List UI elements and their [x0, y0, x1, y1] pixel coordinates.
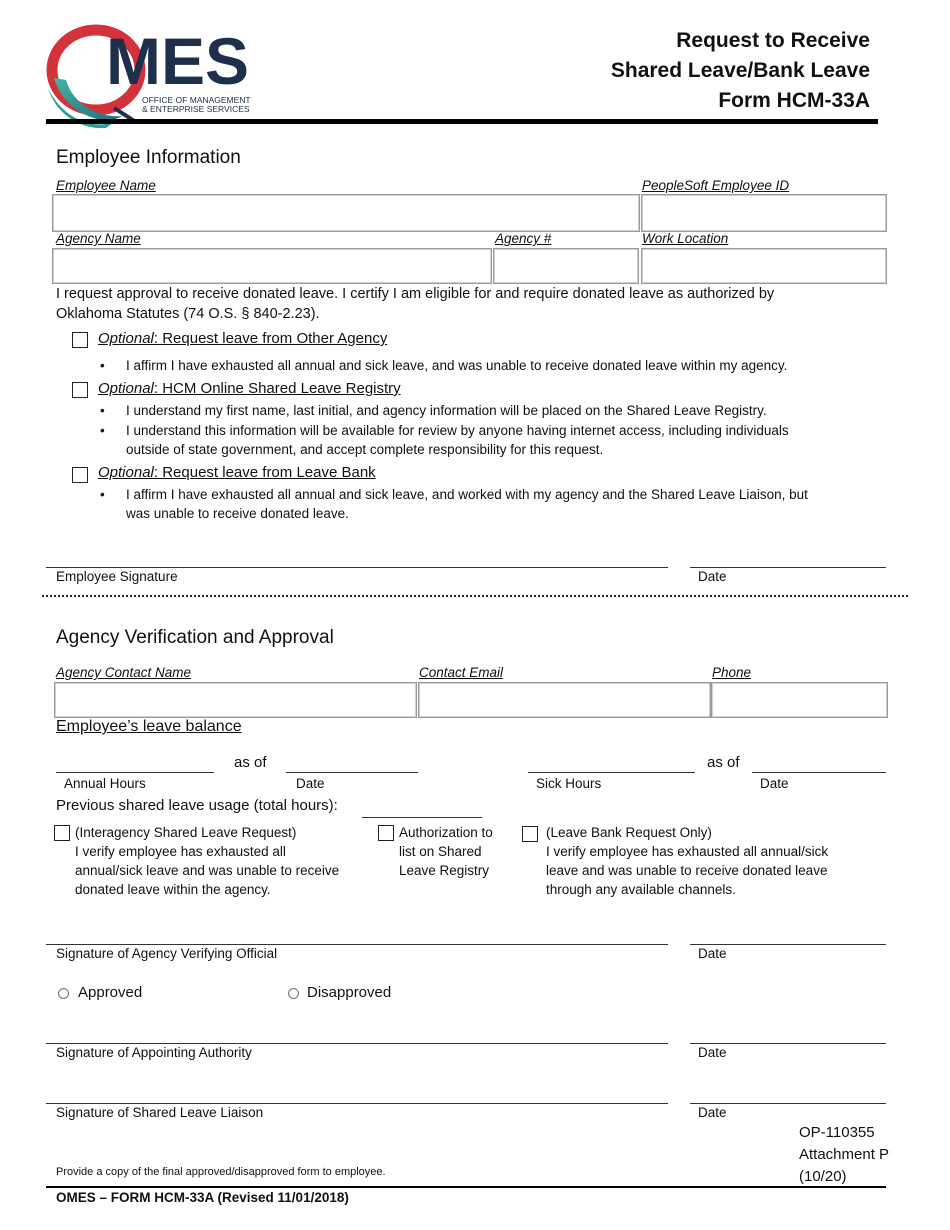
- other-agency-option: [98, 330, 387, 347]
- agency-name-label: Agency Name: [56, 231, 141, 246]
- reference-number: OP-110355: [799, 1124, 875, 1141]
- form-title: [611, 26, 870, 116]
- bullet-dot: •: [100, 358, 105, 373]
- disapproved-radio[interactable]: [288, 988, 299, 999]
- leave-bank-checkbox[interactable]: [72, 467, 88, 483]
- eligibility-statement: [56, 284, 896, 324]
- registry-bullet-2: [100, 421, 886, 459]
- contact-email-label: Contact Email: [419, 665, 504, 680]
- agency-number-label: Agency #: [495, 231, 552, 246]
- registry-authorization-text: [399, 823, 493, 880]
- registry-checkbox[interactable]: [72, 382, 88, 398]
- eligibility-statement-line-1: I request approval to receive donated leave. I certify I am eligible for and require donated leave as authorized by: [56, 286, 775, 302]
- verifying-signature-line[interactable]: [46, 944, 668, 945]
- sick-hours-label: Sick Hours: [536, 776, 602, 791]
- leave-bank-only-checkbox[interactable]: [522, 826, 538, 842]
- approved-radio[interactable]: [58, 988, 69, 999]
- employee-name-label: Employee Name: [56, 178, 156, 193]
- other-agency-option-label: : Request leave from Other Agency: [153, 330, 388, 347]
- interagency-text-line: (Interagency Shared Leave Request): [75, 825, 297, 840]
- interagency-text: [75, 823, 339, 899]
- form-title-line-3: Form HCM-33A: [718, 89, 870, 112]
- disapproved-label: Disapproved: [307, 984, 392, 1001]
- agency-contact-label: Agency Contact Name: [56, 665, 192, 680]
- svg-text:MES: MES: [106, 24, 250, 98]
- verifying-signature-label: Signature of Agency Verifying Official: [56, 946, 278, 961]
- approved-label: Approved: [78, 984, 143, 1001]
- sick-as-of: as of: [707, 754, 740, 771]
- appointing-signature-label: Signature of Appointing Authority: [56, 1045, 252, 1060]
- leave-bank-option: [98, 464, 376, 481]
- annual-hours-label: Annual Hours: [64, 776, 146, 791]
- employee-signature-line[interactable]: [46, 567, 668, 568]
- svg-text:OFFICE OF MANAGEMENT: OFFICE OF MANAGEMENT: [142, 95, 251, 105]
- registry-option-label: : HCM Online Shared Leave Registry: [153, 380, 401, 397]
- agency-contact-field[interactable]: [54, 682, 417, 718]
- leave-balance-title: Employee’s leave balance: [56, 718, 242, 735]
- liaison-signature-label: Signature of Shared Leave Liaison: [56, 1105, 264, 1120]
- registry-authorization-checkbox[interactable]: [378, 825, 394, 841]
- employee-id-label: PeopleSoft Employee ID: [642, 178, 790, 193]
- leave-bank-only-line: leave and was unable to receive donated leave: [546, 863, 828, 878]
- registry-bullet-1: [100, 401, 886, 420]
- optional-label: Optional: [98, 380, 154, 397]
- phone-field[interactable]: [711, 682, 888, 718]
- employee-name-field[interactable]: [52, 194, 640, 232]
- leave-bank-only-text: [546, 823, 828, 899]
- appointing-signature-line[interactable]: [46, 1043, 668, 1044]
- registry-option: [98, 380, 401, 397]
- other-agency-checkbox[interactable]: [72, 332, 88, 348]
- interagency-text-line: I verify employee has exhausted all: [75, 844, 286, 859]
- sick-hours-line[interactable]: [528, 772, 695, 773]
- employee-section-title: Employee Information: [56, 147, 241, 168]
- registry-authorization-line: Leave Registry: [399, 863, 490, 878]
- other-agency-bullet: [100, 356, 886, 375]
- employee-date-line[interactable]: [690, 567, 886, 568]
- liaison-date-line[interactable]: [690, 1103, 886, 1104]
- annual-date-line[interactable]: [286, 772, 418, 773]
- registry-authorization-line: list on Shared: [399, 844, 482, 859]
- leave-bank-bullet: [100, 485, 886, 523]
- agency-name-field[interactable]: [52, 248, 492, 284]
- verifying-date-line[interactable]: [690, 944, 886, 945]
- liaison-signature-line[interactable]: [46, 1103, 668, 1104]
- appointing-date-label: Date: [698, 1045, 727, 1060]
- bullet-text: I understand my first name, last initial, and agency information will be placed on the Shared Leave Registry.: [126, 403, 767, 418]
- contact-email-field[interactable]: [418, 682, 711, 718]
- employee-date-label: Date: [698, 569, 727, 584]
- previous-usage-label: Previous shared leave usage (total hours):: [56, 797, 338, 814]
- annual-date-label: Date: [296, 776, 325, 791]
- appointing-date-line[interactable]: [690, 1043, 886, 1044]
- bullet-text: was unable to receive donated leave.: [126, 506, 349, 521]
- leave-bank-only-line: I verify employee has exhausted all annual/sick: [546, 844, 829, 859]
- svg-text:& ENTERPRISE SERVICES: & ENTERPRISE SERVICES: [142, 104, 250, 114]
- revision-date: (10/20): [799, 1168, 847, 1185]
- annual-as-of: as of: [234, 754, 267, 771]
- verifying-date-label: Date: [698, 946, 727, 961]
- bullet-text: I affirm I have exhausted all annual and sick leave, and worked with my agency and the Shared Leave Liaison, but: [126, 487, 808, 502]
- optional-label: Optional: [98, 464, 154, 481]
- liaison-date-label: Date: [698, 1105, 727, 1120]
- bullet-text: I understand this information will be available for review by anyone having internet access, including individuals: [126, 423, 789, 438]
- header-rule: [46, 119, 878, 124]
- interagency-text-line: donated leave within the agency.: [75, 882, 271, 897]
- copy-note: Provide a copy of the final approved/disapproved form to employee.: [56, 1166, 386, 1178]
- previous-usage-line[interactable]: [362, 817, 482, 818]
- footer-rule: [46, 1186, 886, 1188]
- sick-date-line[interactable]: [752, 772, 886, 773]
- attachment-label: Attachment P: [799, 1146, 890, 1163]
- work-location-field[interactable]: [641, 248, 887, 284]
- bullet-text: I affirm I have exhausted all annual and sick leave, and was unable to receive donated leave within my agency.: [126, 358, 788, 373]
- form-identifier: OMES – FORM HCM-33A (Revised 11/01/2018): [56, 1190, 349, 1205]
- eligibility-statement-line-2: Oklahoma Statutes (74 O.S. § 840-2.23).: [56, 306, 320, 322]
- interagency-checkbox[interactable]: [54, 825, 70, 841]
- bullet-dot: •: [100, 423, 105, 438]
- employee-id-field[interactable]: [641, 194, 887, 232]
- sick-date-label: Date: [760, 776, 789, 791]
- omes-logo-mark: [44, 18, 284, 130]
- work-location-label: Work Location: [642, 231, 729, 246]
- registry-authorization-line: Authorization to: [399, 825, 493, 840]
- optional-label: Optional: [98, 330, 154, 347]
- employee-signature-label: Employee Signature: [56, 569, 178, 584]
- phone-label: Phone: [712, 665, 752, 680]
- leave-bank-only-line: (Leave Bank Request Only): [546, 825, 712, 840]
- annual-hours-line[interactable]: [56, 772, 214, 773]
- form-title-line-2: Shared Leave/Bank Leave: [610, 59, 870, 82]
- bullet-dot: •: [100, 487, 105, 502]
- dotted-separator: [42, 595, 908, 597]
- omes-logo: [44, 18, 284, 130]
- reference-block: [799, 1122, 889, 1188]
- agency-section-title: Agency Verification and Approval: [56, 627, 334, 648]
- leave-bank-only-line: through any available channels.: [546, 882, 736, 897]
- agency-number-field[interactable]: [493, 248, 639, 284]
- interagency-text-line: annual/sick leave and was unable to receive: [75, 863, 340, 878]
- bullet-text: outside of state government, and accept complete responsibility for this request.: [126, 442, 604, 457]
- form-title-line-1: Request to Receive: [676, 29, 870, 52]
- leave-bank-option-label: : Request leave from Leave Bank: [153, 464, 376, 481]
- bullet-dot: •: [100, 403, 105, 418]
